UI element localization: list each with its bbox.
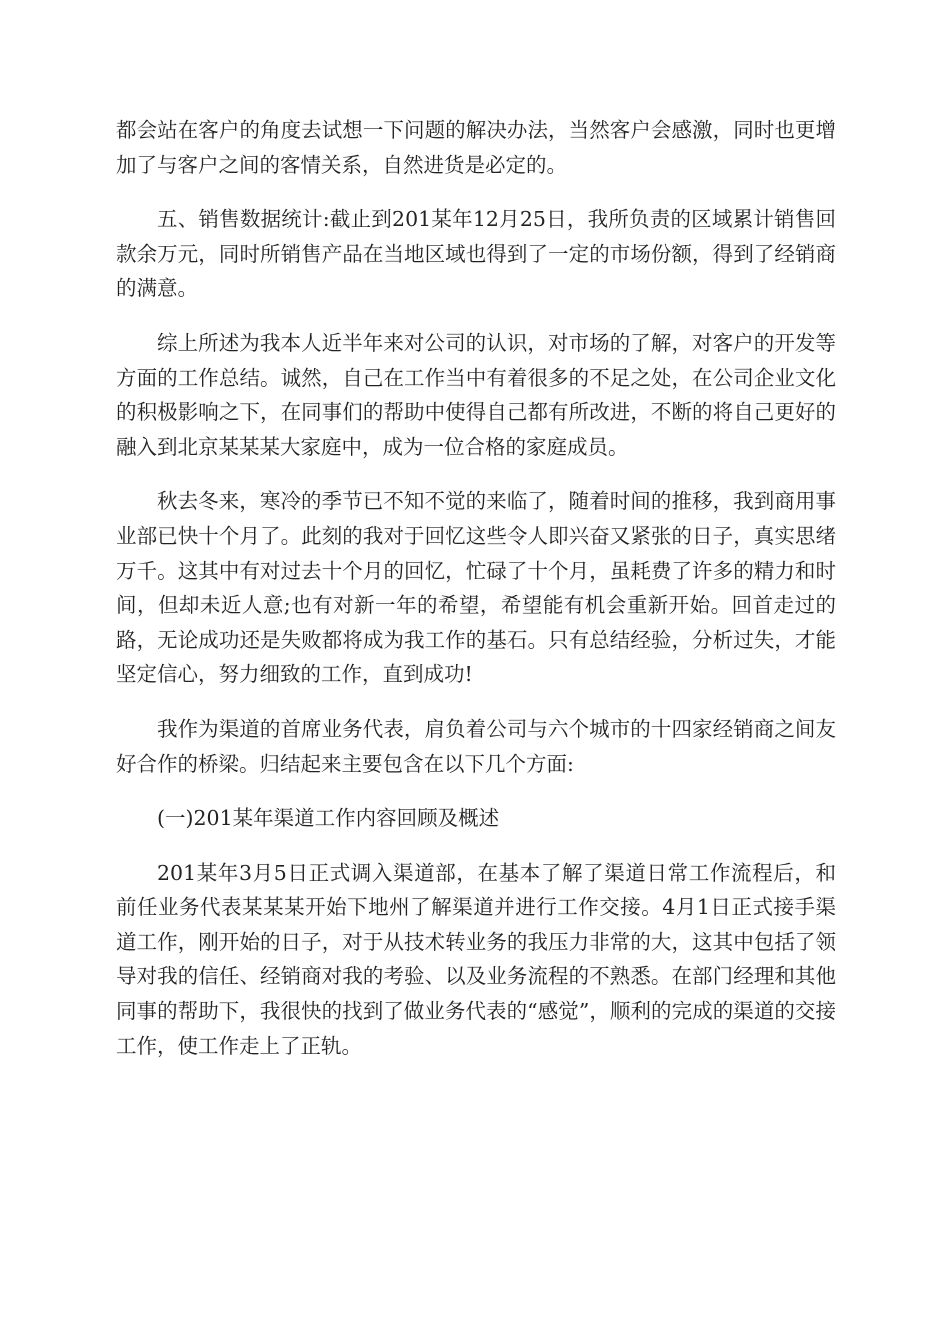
paragraph-autumn-winter: 秋去冬来，寒冷的季节已不知不觉的来临了，随着时间的推移，我到商用事业部已快十个月了。此刻的我对于回忆这些令人即兴奋又紧张的日子，真实思绪万千。这其中有对过去十个月的回忆，忙碌了十个月，虽耗费了许多的精力和时间，但却未近人意;也有对新一年的希望，希望能有机会重新开始。回首走过的路，无论成功还是失败都将成为我工作的基石。只有总结经验，分析过失，才能坚定信心，努力细致的工作，直到成功!	[116, 489, 836, 687]
paragraph-summary: 综上所述为我本人近半年来对公司的认识，对市场的了解，对客户的开发等方面的工作总结。诚然，自己在工作当中有着很多的不足之处，在公司企业文化的积极影响之下，在同事们的帮助中使得自己都有所改进，不断的将自己更好的融入到北京某某某大家庭中，成为一位合格的家庭成员。	[116, 330, 836, 459]
document-body	[116, 113, 836, 1083]
section-heading-review: (一)201某年渠道工作内容回顾及概述	[157, 806, 500, 831]
paragraph-continuation: 都会站在客户的角度去试想一下问题的解决办法，当然客户会感激，同时也更增加了与客户之间的客情关系，自然进货是必定的。	[116, 118, 836, 177]
paragraph-channel-review: 201某年3月5日正式调入渠道部，在基本了解了渠道日常工作流程后，和前任业务代表某某某开始下地州了解渠道并进行工作交接。4月1日正式接手渠道工作，刚开始的日子，对于从技术转业务的我压力非常的大，这其中包括了领导对我的信任、经销商对我的考验、以及业务流程的不熟悉。在部门经理和其他同事的帮助下，我很快的找到了做业务代表的“感觉”，顺利的完成的渠道的交接工作，使工作走上了正轨。	[116, 860, 836, 1058]
paragraph-channel-representative: 我作为渠道的首席业务代表，肩负着公司与六个城市的十四家经销商之间友好合作的桥梁。归结起来主要包含在以下几个方面:	[116, 716, 836, 776]
paragraph-sales-statistics: 五、销售数据统计:截止到201某年12月25日，我所负责的区域累计销售回款余万元，同时所销售产品在当地区域也得到了一定的市场份额，得到了经销商的满意。	[116, 207, 836, 301]
